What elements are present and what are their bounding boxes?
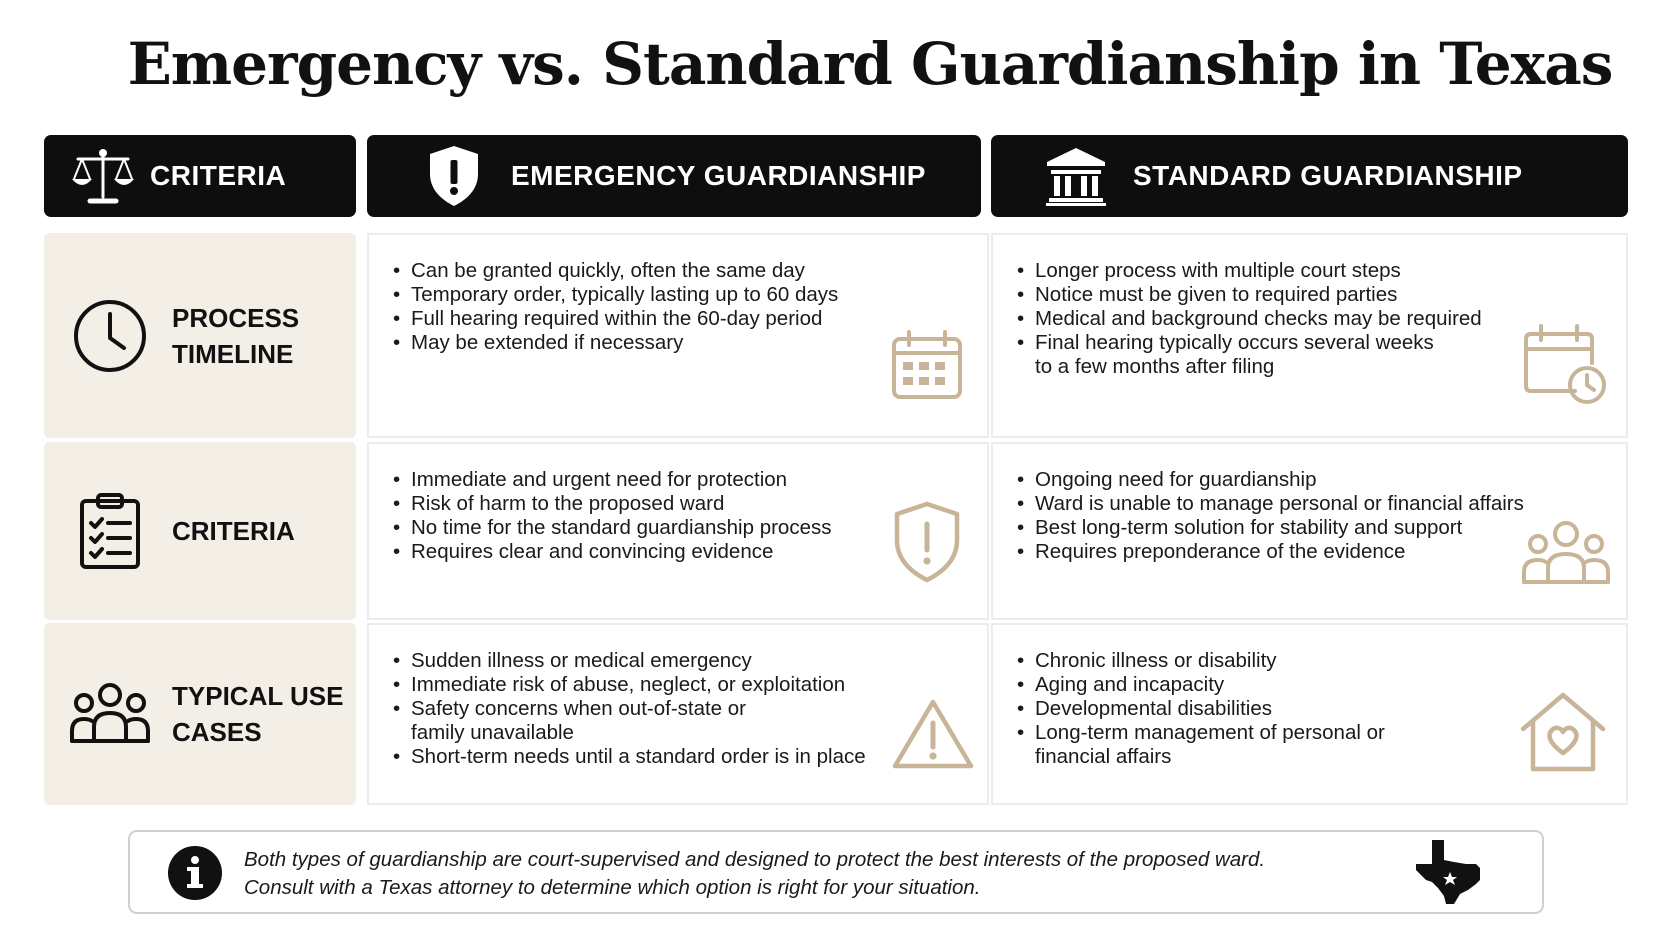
calendar-icon bbox=[891, 329, 963, 406]
list-item: • Longer process with multiple court steps bbox=[1017, 259, 1482, 283]
people-group-icon bbox=[1521, 520, 1611, 591]
shield-exclamation-icon bbox=[891, 500, 963, 589]
row-label-line: CASES bbox=[172, 717, 262, 747]
standard-cell-typical-use-cases bbox=[991, 623, 1628, 805]
header-emergency-label: EMERGENCY GUARDIANSHIP bbox=[511, 160, 926, 191]
row-label-line: TIMELINE bbox=[172, 338, 294, 369]
criteria-cell-typical-use-cases bbox=[44, 623, 356, 805]
note-line: Both types of guardianship are court-supervised and designed to protect the best interests of the proposed ward. bbox=[244, 848, 1266, 871]
list-item: • Temporary order, typically lasting up to 60 days bbox=[393, 283, 838, 307]
list-item: • Full hearing required within the 60-day period bbox=[393, 307, 838, 331]
checklist-icon bbox=[70, 491, 150, 571]
list-item: • Medical and background checks may be required bbox=[1017, 307, 1482, 331]
clock-icon bbox=[70, 296, 150, 376]
courthouse-icon bbox=[1041, 141, 1111, 211]
header-emergency bbox=[367, 135, 981, 217]
list-item: • Aging and incapacity bbox=[1017, 673, 1385, 697]
standard-cell-process-timeline bbox=[991, 233, 1628, 438]
people-icon bbox=[70, 674, 150, 754]
warning-triangle-icon bbox=[891, 697, 975, 776]
list-item: • Developmental disabilities bbox=[1017, 697, 1385, 721]
list-item: • Immediate and urgent need for protection bbox=[393, 468, 831, 492]
header-standard-label: STANDARD GUARDIANSHIP bbox=[1133, 160, 1523, 191]
info-icon bbox=[168, 846, 222, 900]
header-criteria bbox=[44, 135, 356, 217]
list-item: • Can be granted quickly, often the same day bbox=[393, 259, 838, 283]
list-item: • Requires clear and convincing evidence bbox=[393, 540, 831, 564]
shield-alert-icon bbox=[419, 141, 489, 211]
row-label-line: TYPICAL USE bbox=[172, 681, 344, 711]
home-heart-icon bbox=[1519, 691, 1607, 780]
list-item: • Final hearing typically occurs several weeks to a few months after filing bbox=[1017, 331, 1482, 379]
list-item: • Long-term management of personal or financial affairs bbox=[1017, 721, 1385, 769]
note-line: Consult with a Texas attorney to determine which option is right for your situation. bbox=[244, 876, 981, 899]
list-item: • Sudden illness or medical emergency bbox=[393, 649, 866, 673]
list-item: • Short-term needs until a standard order is in place bbox=[393, 745, 866, 769]
info-note bbox=[128, 830, 1544, 914]
row-label-line: PROCESS bbox=[172, 302, 300, 333]
emergency-cell-criteria bbox=[367, 442, 989, 620]
emergency-cell-process-timeline bbox=[367, 233, 989, 438]
list-item: • May be extended if necessary bbox=[393, 331, 838, 355]
calendar-clock-icon bbox=[1523, 323, 1607, 410]
texas-map-icon bbox=[1414, 838, 1486, 908]
criteria-cell-process-timeline bbox=[44, 233, 356, 438]
page-title: Emergency vs. Standard Guardianship in Texas bbox=[127, 30, 1613, 98]
list-item: • Safety concerns when out-of-state or family unavailable bbox=[393, 697, 866, 745]
standard-cell-criteria bbox=[991, 442, 1628, 620]
row-label-line: CRITERIA bbox=[172, 516, 295, 546]
header-criteria-label: CRITERIA bbox=[150, 160, 287, 191]
header-standard bbox=[991, 135, 1628, 217]
criteria-cell-criteria bbox=[44, 442, 356, 620]
list-item: • Immediate risk of abuse, neglect, or exploitation bbox=[393, 673, 866, 697]
list-item: • No time for the standard guardianship process bbox=[393, 516, 831, 540]
list-item: • Ongoing need for guardianship bbox=[1017, 468, 1524, 492]
list-item: • Ward is unable to manage personal or financial affairs bbox=[1017, 492, 1524, 516]
list-item: • Risk of harm to the proposed ward bbox=[393, 492, 831, 516]
list-item: • Best long-term solution for stability and support bbox=[1017, 516, 1524, 540]
list-item: • Notice must be given to required parties bbox=[1017, 283, 1482, 307]
list-item: • Requires preponderance of the evidence bbox=[1017, 540, 1524, 564]
list-item: • Chronic illness or disability bbox=[1017, 649, 1385, 673]
scales-icon bbox=[68, 141, 138, 211]
emergency-cell-typical-use-cases bbox=[367, 623, 989, 805]
